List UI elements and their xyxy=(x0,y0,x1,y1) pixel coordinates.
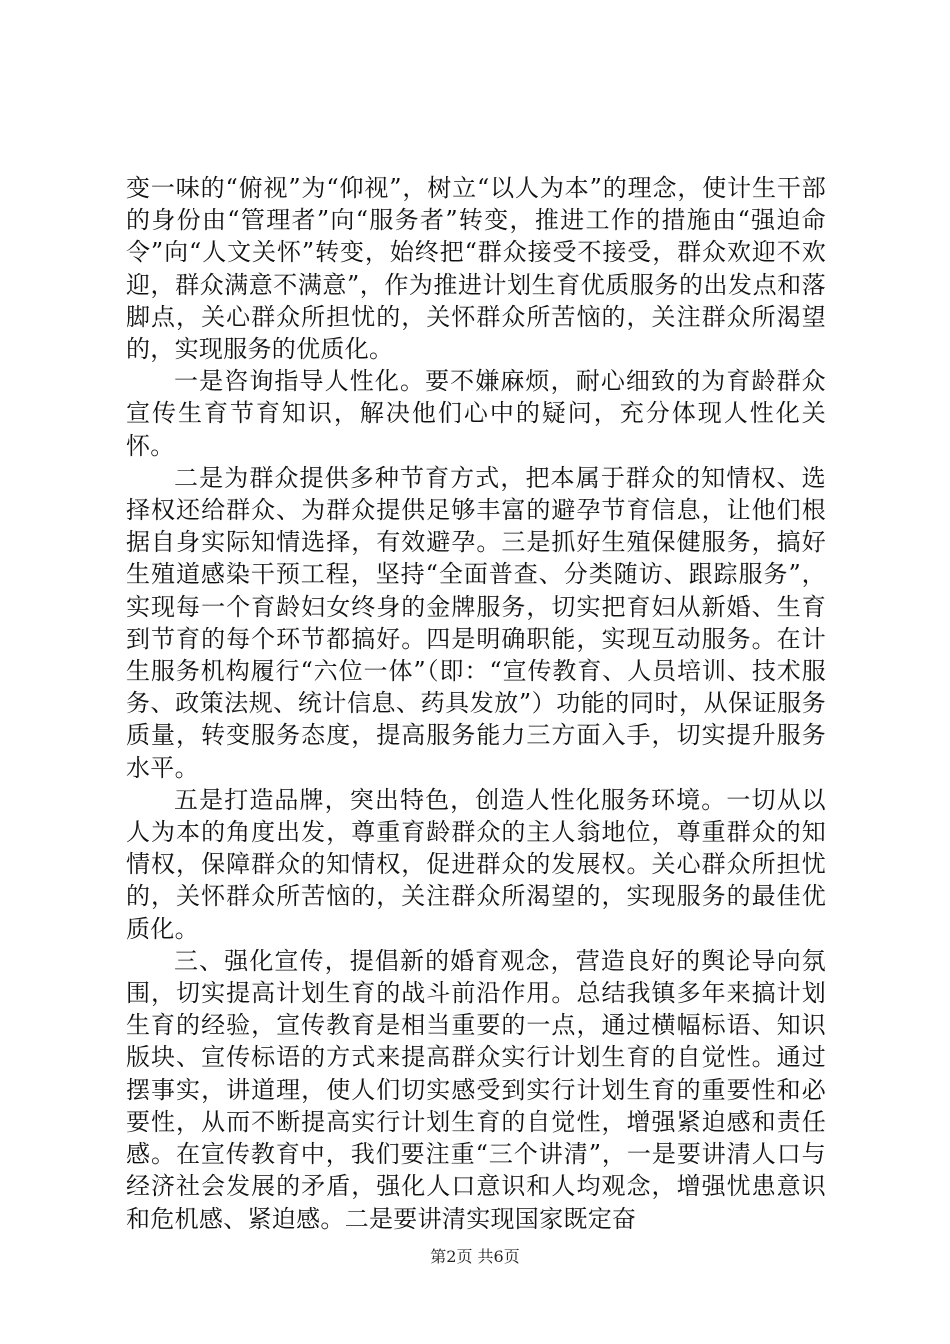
paragraph-3: 二是为群众提供多种节育方式，把本属于群众的知情权、选择权还给群众、为群众提供足够丰富的避孕节育信息，让他们根据自身实际知情选择，有效避孕。三是抓好生殖保健服务，搞好生殖道感染干预工程，坚持“全面普查、分类随访、跟踪服务”，实现每一个育龄妇女终身的金牌服务，切实把育妇从新婚、生育到节育的每个环节都搞好。四是明确职能，实现互动服务。在计生服务机构履行“六位一体”（即：“宣传教育、人员培训、技术服务、政策法规、统计信息、药具发放”）功能的同时，从保证服务质量，转变服务态度，提高服务能力三方面入手，切实提升服务水平。 xyxy=(126,463,826,782)
paragraph-5: 三、强化宣传，提倡新的婚育观念，营造良好的舆论导向氛围，切实提高计划生育的战斗前沿作用。总结我镇多年来搞计划生育的经验，宣传教育是相当重要的一点，通过横幅标语、知识版块、宣传标语的方式来提高群众实行计划生育的自觉性。通过摆事实，讲道理，使人们切实感受到实行计划生育的重要性和必要性，从而不断提高实行计划生育的自觉性，增强紧迫感和责任感。在宣传教育中，我们要注重“三个讲清”，一是要讲清人口与经济社会发展的矛盾，强化人口意识和人均观念，增强忧患意识和危机感、紧迫感。二是要讲清实现国家既定奋 xyxy=(126,946,826,1233)
page-number-footer: 第2页 共6页 xyxy=(430,1247,520,1266)
document-body xyxy=(126,172,826,1235)
paragraph-1: 变一味的“俯视”为“仰视”，树立“以人为本”的理念，使计生干部的身份由“管理者”向“服务者”转变，推进工作的措施由“强迫命令”向“人文关怀”转变，始终把“群众接受不接受，群众欢迎不欢迎，群众满意不满意”，作为推进计划生育优质服务的出发点和落脚点，关心群众所担忧的，关怀群众所苦恼的，关注群众所渴望的，实现服务的优质化。 xyxy=(126,174,826,364)
paragraph-4: 五是打造品牌，突出特色，创造人性化服务环境。一切从以人为本的角度出发，尊重育龄群众的主人翁地位，尊重群众的知情权，保障群众的知情权，促进群众的发展权。关心群众所担忧的，关怀群众所苦恼的，关注群众所渴望的，实现服务的最佳优质化。 xyxy=(126,785,826,943)
paragraph-2: 一是咨询指导人性化。要不嫌麻烦，耐心细致的为育龄群众宣传生育节育知识，解决他们心中的疑问，充分体现人性化关怀。 xyxy=(126,367,826,460)
